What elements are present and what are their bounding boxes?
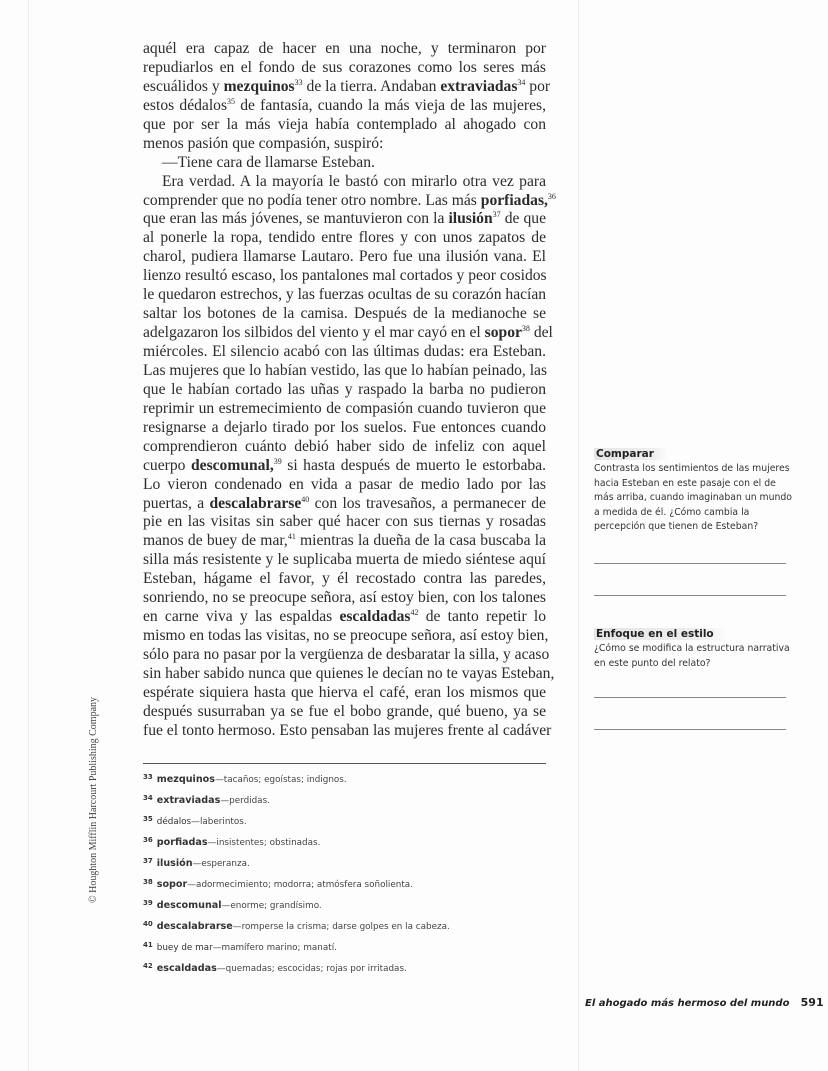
text-run: Esteban, hágame el favor, y él recostado contra las paredes, [143,570,546,588]
text-run: si hasta después de muerto le estorbaba. [281,456,547,474]
text-line [143,305,546,324]
vocab-word: descalabrarse [209,494,302,512]
footnote-number: 38 [143,878,153,886]
text-line [143,343,546,362]
text-line [143,191,556,211]
text-line [143,381,546,400]
footnote-definition: —insistentes; obstinadas. [207,838,321,848]
footnote-ref: 39 [273,456,282,466]
footnote-definition: —laberintos. [191,817,247,827]
text-run: —Tiene cara de llamarse Esteban. [162,153,375,171]
text-run: de fantasía, cuando la más vieja de las mujeres, [235,96,546,114]
text-run: sonriendo, no se preocupe señora, así estoy bien, con los talones [143,589,546,607]
text-run: espérate siquiera hasta que hierva el café, eran los mismos que [143,683,546,701]
text-run: de que [500,210,547,228]
text-line [143,286,546,305]
text-run: repudiarlos en el fondo de sus corazones como los seres más [143,58,546,76]
vocab-word: extraviadas [440,77,518,95]
footnote [143,811,450,832]
footnote-ref: 34 [517,77,526,87]
footnote-ref: 41 [287,532,296,542]
footnote-term: sopor [156,879,188,890]
text-line [143,419,546,438]
text-run: Las mujeres que lo habían vestido, las que lo habían peinado, las [143,361,548,379]
text-line [143,721,552,741]
footnote-term: extraviadas [156,795,221,806]
text-line [143,324,553,343]
text-line [143,77,551,97]
text-run: mientras la dueña de la casa buscaba la [295,532,546,550]
footnote-term: descalabrarse [156,921,233,932]
footnote-definition: —mamífero marino; manatí. [212,943,337,953]
text-line [143,173,546,192]
text-run: mismo en todas las visitas, no se preocupe señora, así estoy bien, [143,627,549,645]
footnote [143,874,450,895]
text-run: le quedaron estrechos, y las fuerzas ocultas de su corazón hacían [143,286,547,304]
footnote-term: buey de mar [156,943,213,953]
text-run: con los travesaños, a permanecer de [309,494,546,512]
text-run: en carne viva y las espaldas [143,608,340,626]
text-run: charol, pudiera llamarse Lautaro. Pero fue una ilusión vana. El [143,248,546,266]
text-line [143,532,546,551]
text-line [143,646,550,665]
text-line [143,135,546,154]
footnote-definition: —perdidas. [220,796,270,806]
footnote-term: dédalos [156,817,192,827]
footnote-ref: 40 [301,494,310,504]
text-run: fue el tonto hermoso. Esto pensaban las mujeres frente al cadáver [143,721,552,739]
footnote-number: 33 [143,773,153,781]
text-run: escuálidos y [143,77,224,95]
page-footer [585,996,824,1009]
text-line [143,476,546,495]
footnote-definition: —enorme; grandísimo. [221,901,322,911]
text-run: manos de buey de mar, [143,532,288,550]
answer-line[interactable] [594,729,786,730]
story-text [143,40,556,741]
text-run: menos pasión que compasión, suspiró: [143,134,384,152]
text-line [143,513,546,532]
vocab-word: escaldadas [339,608,411,626]
text-run: Lo vieron condenado en vida a pasar de medio lado por las [143,475,546,493]
text-line [143,703,546,722]
sidebar-heading: Enfoque en el estilo [594,628,728,640]
text-line [143,589,546,608]
story-title: El ahogado más hermoso del mundo [585,998,790,1009]
text-line [143,570,546,589]
text-run: saltar los botones de la camisa. Después de la medianoche se [143,305,546,323]
footnote-divider [143,763,546,764]
text-line [143,608,546,627]
column-divider [578,0,579,1071]
footnote-number: 34 [143,794,153,802]
text-line [143,551,546,570]
sidebar-question: ¿Cómo se modifica la estructura narrativa en este punto del relato? [594,643,790,669]
sidebar-estilo [594,622,794,671]
page-edge [28,0,29,1071]
text-line [143,684,546,703]
text-line [143,154,546,173]
footnote [143,769,450,790]
footnote-ref: 38 [521,324,530,334]
text-line [143,229,546,248]
footnote-term: descomunal [156,900,222,911]
answer-line[interactable] [594,697,786,698]
text-run: lienzo resultó escaso, los pantalones mal cortados y peor cosidos [143,267,547,285]
text-run: pie en las visitas sin saber qué hacer con sus tiernas y rosadas [143,513,546,531]
text-run: que por ser la más vieja había contemplado al ahogado con [143,115,546,133]
text-line [143,627,549,646]
footnote [143,916,450,937]
footnote-term: porfiadas [156,837,208,848]
text-run: silla más resistente y le suplicaba muerta de miedo siéntese aquí [143,551,546,569]
text-line [143,457,546,476]
text-line [143,116,546,135]
footnote-number: 35 [143,815,153,823]
text-run: miércoles. El silencio acabó con las últimas dudas: era Esteban. [143,343,546,360]
text-line [143,210,546,229]
footnote-definition: —adormecimiento; modorra; atmósfera soñolienta. [187,880,413,890]
text-run: estos dédalos [143,96,228,114]
answer-line[interactable] [594,563,786,564]
text-run: cuerpo [143,456,191,474]
footnotes [143,769,450,979]
text-run: adelgazaron los silbidos del viento y el mar cayó en el [143,324,485,342]
answer-line[interactable] [594,595,786,596]
footnote [143,832,450,853]
text-run: que eran las más jóvenes, se mantuvieron con la [143,210,449,228]
text-line [143,400,546,419]
vocab-word: mezquinos [223,77,295,95]
footnote-ref: 37 [492,210,501,220]
text-run: aquél era capaz de hacer en una noche, y terminaron por [143,40,546,57]
footnote-ref: 33 [294,77,303,87]
text-run: sin haber sabido nunca que quienes le decían no te vayas Esteban, [143,664,555,682]
text-line [143,362,546,381]
text-run: de tanto repetir lo [418,608,546,626]
text-run: después susurraban ya se fue el bobo grande, qué bueno, ya se [143,702,546,720]
footnote [143,790,450,811]
sidebar-comparar [594,442,794,535]
footnote-term: mezquinos [156,774,215,785]
sidebar-question: Contrasta los sentimientos de las mujeres hacia Esteban en este pasaje con el de más arriba, cuando imaginaban un mundo a medida de él. ¿Cómo cambia la percepción que tienen de Esteban? [594,463,792,532]
footnote [143,937,450,958]
text-run: resignarse a dejarlo tirado por los suelos. Fue entonces cuando [143,418,546,436]
footnote [143,895,450,916]
text-run: Era verdad. A la mayoría le bastó con mirarlo otra vez para [162,172,546,190]
text-line [143,97,546,116]
text-line [143,248,546,267]
text-run: comprendieron cuánto debió haber sido de infeliz con aquel [143,437,546,455]
text-run: comprender que no podía tener otro nombre. Las más [143,191,481,209]
vocab-word: descomunal, [190,456,274,474]
text-run: al ponerle la ropa, tendido entre flores y con unos zapatos de [143,229,546,247]
footnote-number: 41 [143,941,153,949]
footnote-ref: 42 [410,608,419,618]
footnote-term: escaldadas [156,963,217,974]
text-line [143,40,546,59]
footnote [143,958,450,979]
footnote-number: 40 [143,920,153,928]
footnote-definition: —quemadas; escocidas; rojas por irritadas. [216,964,407,974]
footnote-number: 36 [143,836,153,844]
footnote-term: ilusión [156,858,193,869]
text-run: que le habían cortado las uñas y raspado la barba no pudieron [143,380,546,398]
footnote-definition: —esperanza. [192,859,250,869]
text-run: reprimir un estremecimiento de compasión cuando tuvieron que [143,399,546,417]
vocab-word: porfiadas, [480,191,548,209]
text-run: puertas, a [143,494,210,512]
footnote-definition: —tacaños; egoístas; indignos. [214,775,347,785]
footnote-number: 42 [143,962,153,970]
footnote-number: 39 [143,899,153,907]
footnote-definition: —romperse la crisma; darse golpes en la cabeza. [232,922,450,932]
text-run: del [529,324,553,342]
text-run: sólo para no pasar por la vergüenza de desbaratar la silla, y acaso [143,646,550,663]
text-line [143,664,555,684]
footnote-ref: 36 [547,191,556,201]
page-number: 591 [800,996,824,1009]
text-line [143,267,546,286]
text-line [143,438,546,457]
text-line [143,495,546,514]
footnote [143,853,450,874]
text-line [143,59,546,78]
footnote-number: 37 [143,857,153,865]
text-run: de la tierra. Andaban [302,77,441,95]
copyright-notice: © Houghton Mifflin Harcourt Publishing Company [88,696,99,903]
footnote-ref: 35 [227,96,236,106]
vocab-word: sopor [484,324,522,342]
vocab-word: ilusión [448,210,493,228]
sidebar-heading: Comparar [594,448,668,460]
text-run: por [525,77,551,95]
